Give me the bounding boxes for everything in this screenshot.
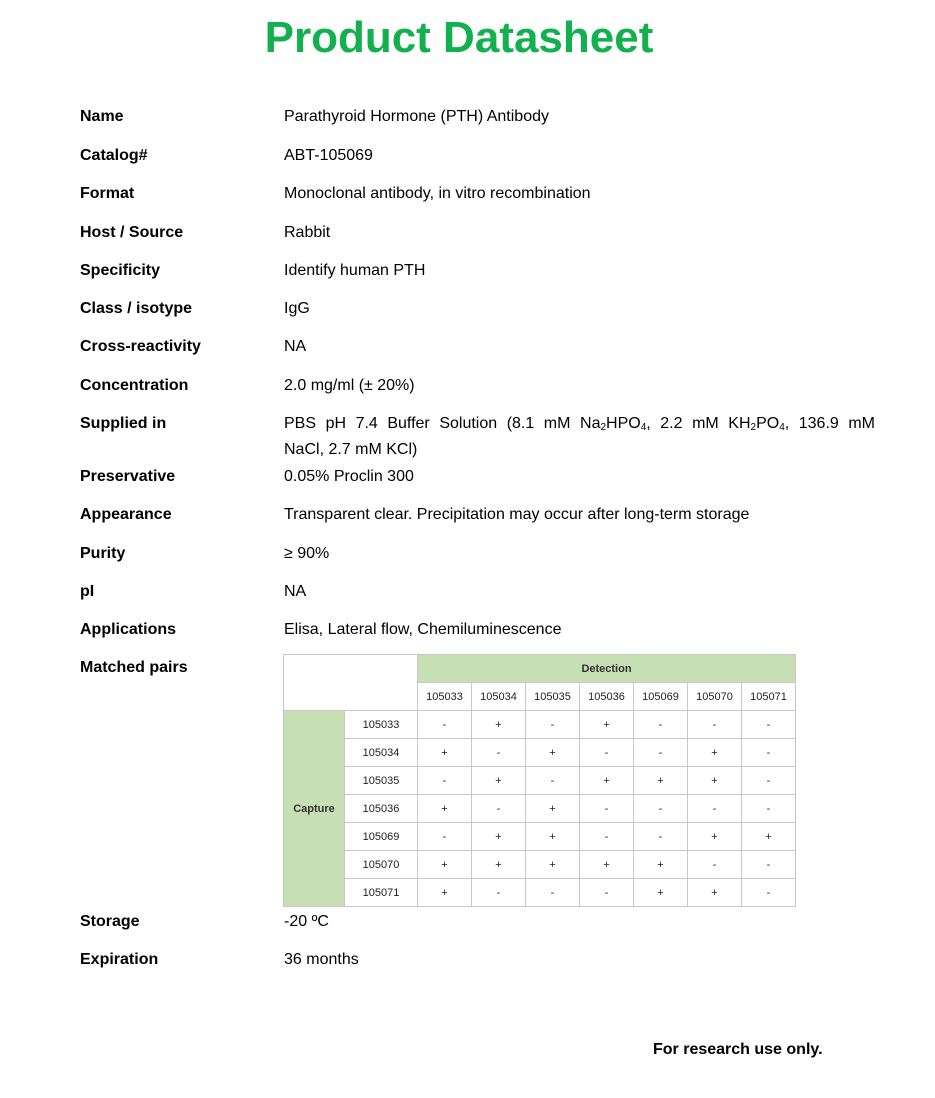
pair-result-cell: - [418,823,472,851]
table-row [284,851,796,879]
research-use-note: For research use only. [653,1041,823,1058]
pair-result-cell: - [634,739,688,767]
pair-result-cell: - [472,739,526,767]
detection-id-cell: 105069 [634,683,688,711]
field-label: Supplied in [80,415,167,432]
table-row [284,739,796,767]
field-label: Appearance [80,506,172,523]
table-row [284,795,796,823]
pair-result-cell: - [526,767,580,795]
pair-result-cell: - [580,795,634,823]
pair-result-cell: - [742,795,796,823]
pair-result-cell: + [580,851,634,879]
pair-result-cell: + [472,711,526,739]
pair-result-cell: + [526,851,580,879]
table-row [284,823,796,851]
pair-result-cell: + [634,767,688,795]
capture-id-cell: 105034 [345,739,418,767]
pair-result-cell: - [688,851,742,879]
pair-result-cell: - [634,795,688,823]
pair-result-cell: + [526,739,580,767]
pair-result-cell: + [418,879,472,907]
pair-result-cell: + [742,823,796,851]
table-row [284,767,796,795]
pair-result-cell: + [688,739,742,767]
field-label: Cross-reactivity [80,338,201,355]
pair-result-cell: + [418,851,472,879]
field-value: Elisa, Lateral flow, Chemiluminescence [284,621,562,638]
pair-result-cell: + [688,823,742,851]
pair-result-cell: + [580,711,634,739]
pair-result-cell: + [472,767,526,795]
field-value: -20 ºC [284,913,329,930]
pair-result-cell: - [526,879,580,907]
pair-result-cell: - [418,711,472,739]
pair-result-cell: - [742,711,796,739]
field-label: Storage [80,913,140,930]
pair-result-cell: - [580,739,634,767]
capture-id-cell: 105036 [345,795,418,823]
field-value [284,411,875,463]
detection-id-cell: 105071 [742,683,796,711]
field-value: Identify human PTH [284,262,426,279]
field-label: Class / isotype [80,300,193,317]
pair-result-cell: + [634,879,688,907]
pair-result-cell: - [634,711,688,739]
pair-result-cell: + [472,851,526,879]
pair-result-cell: - [742,739,796,767]
field-label: Catalog# [80,147,148,164]
detection-header: Detection [418,655,796,683]
pair-result-cell: - [580,879,634,907]
supplied-line-1: PBS pH 7.4 Buffer Solution (8.1 mM $Na_2HPO_4$, 2.2 mM $KH_2PO_4$, 136.9 mM [284,415,876,433]
pair-result-cell: + [418,795,472,823]
pair-result-cell: + [472,823,526,851]
detection-id-cell: 105035 [526,683,580,711]
pair-result-cell: - [688,711,742,739]
pair-result-cell: - [418,767,472,795]
detection-id-cell: 105034 [472,683,526,711]
supplied-line-2: NaCl, 2.7 mM KCl) [284,441,418,458]
table-row [284,711,796,739]
matched-pairs-table [283,654,796,907]
pair-result-cell: - [472,795,526,823]
capture-id-cell: 105035 [345,767,418,795]
pair-result-cell: + [526,823,580,851]
pair-result-cell: + [634,851,688,879]
field-label: Specificity [80,262,161,279]
pair-result-cell: - [688,795,742,823]
capture-id-cell: 105033 [345,711,418,739]
detection-id-cell: 105070 [688,683,742,711]
field-value: Monoclonal antibody, in vitro recombination [284,185,591,202]
table-corner-cell [284,655,418,711]
field-value: ABT-105069 [284,147,373,164]
pair-result-cell: - [580,823,634,851]
pair-result-cell: + [418,739,472,767]
pair-result-cell: - [742,879,796,907]
field-value: Transparent clear. Precipitation may occur after long-term storage [284,506,750,523]
detection-id-cell: 105036 [580,683,634,711]
page-title: Product Datasheet [264,13,654,62]
pair-result-cell: - [634,823,688,851]
capture-id-cell: 105071 [345,879,418,907]
pair-result-cell: - [742,851,796,879]
pair-result-cell: - [526,711,580,739]
field-label: Applications [80,621,177,638]
pair-result-cell: - [742,767,796,795]
field-label: Expiration [80,951,159,968]
field-label: Format [80,185,135,202]
pair-result-cell: + [688,879,742,907]
capture-header: Capture [284,711,345,907]
field-label: Matched pairs [80,659,188,676]
field-label: Concentration [80,377,189,394]
capture-id-cell: 105070 [345,851,418,879]
field-label: Preservative [80,468,176,485]
field-value: ≥ 90% [284,545,330,562]
field-value: NA [284,338,307,355]
pair-result-cell: + [526,795,580,823]
field-value: NA [284,583,307,600]
field-label: Name [80,108,124,125]
field-value: IgG [284,300,310,317]
field-label: Host / Source [80,224,184,241]
field-label: pI [80,583,95,600]
table-row [284,879,796,907]
pair-result-cell: - [472,879,526,907]
field-value: Parathyroid Hormone (PTH) Antibody [284,108,549,125]
pair-result-cell: + [688,767,742,795]
field-label: Purity [80,545,126,562]
pair-result-cell: + [580,767,634,795]
detection-id-cell: 105033 [418,683,472,711]
field-value: 0.05% Proclin 300 [284,468,414,485]
capture-id-cell: 105069 [345,823,418,851]
field-value: 36 months [284,951,359,968]
field-value: 2.0 mg/ml (± 20%) [284,377,415,394]
field-value: Rabbit [284,224,331,241]
table-header-row [284,655,796,683]
